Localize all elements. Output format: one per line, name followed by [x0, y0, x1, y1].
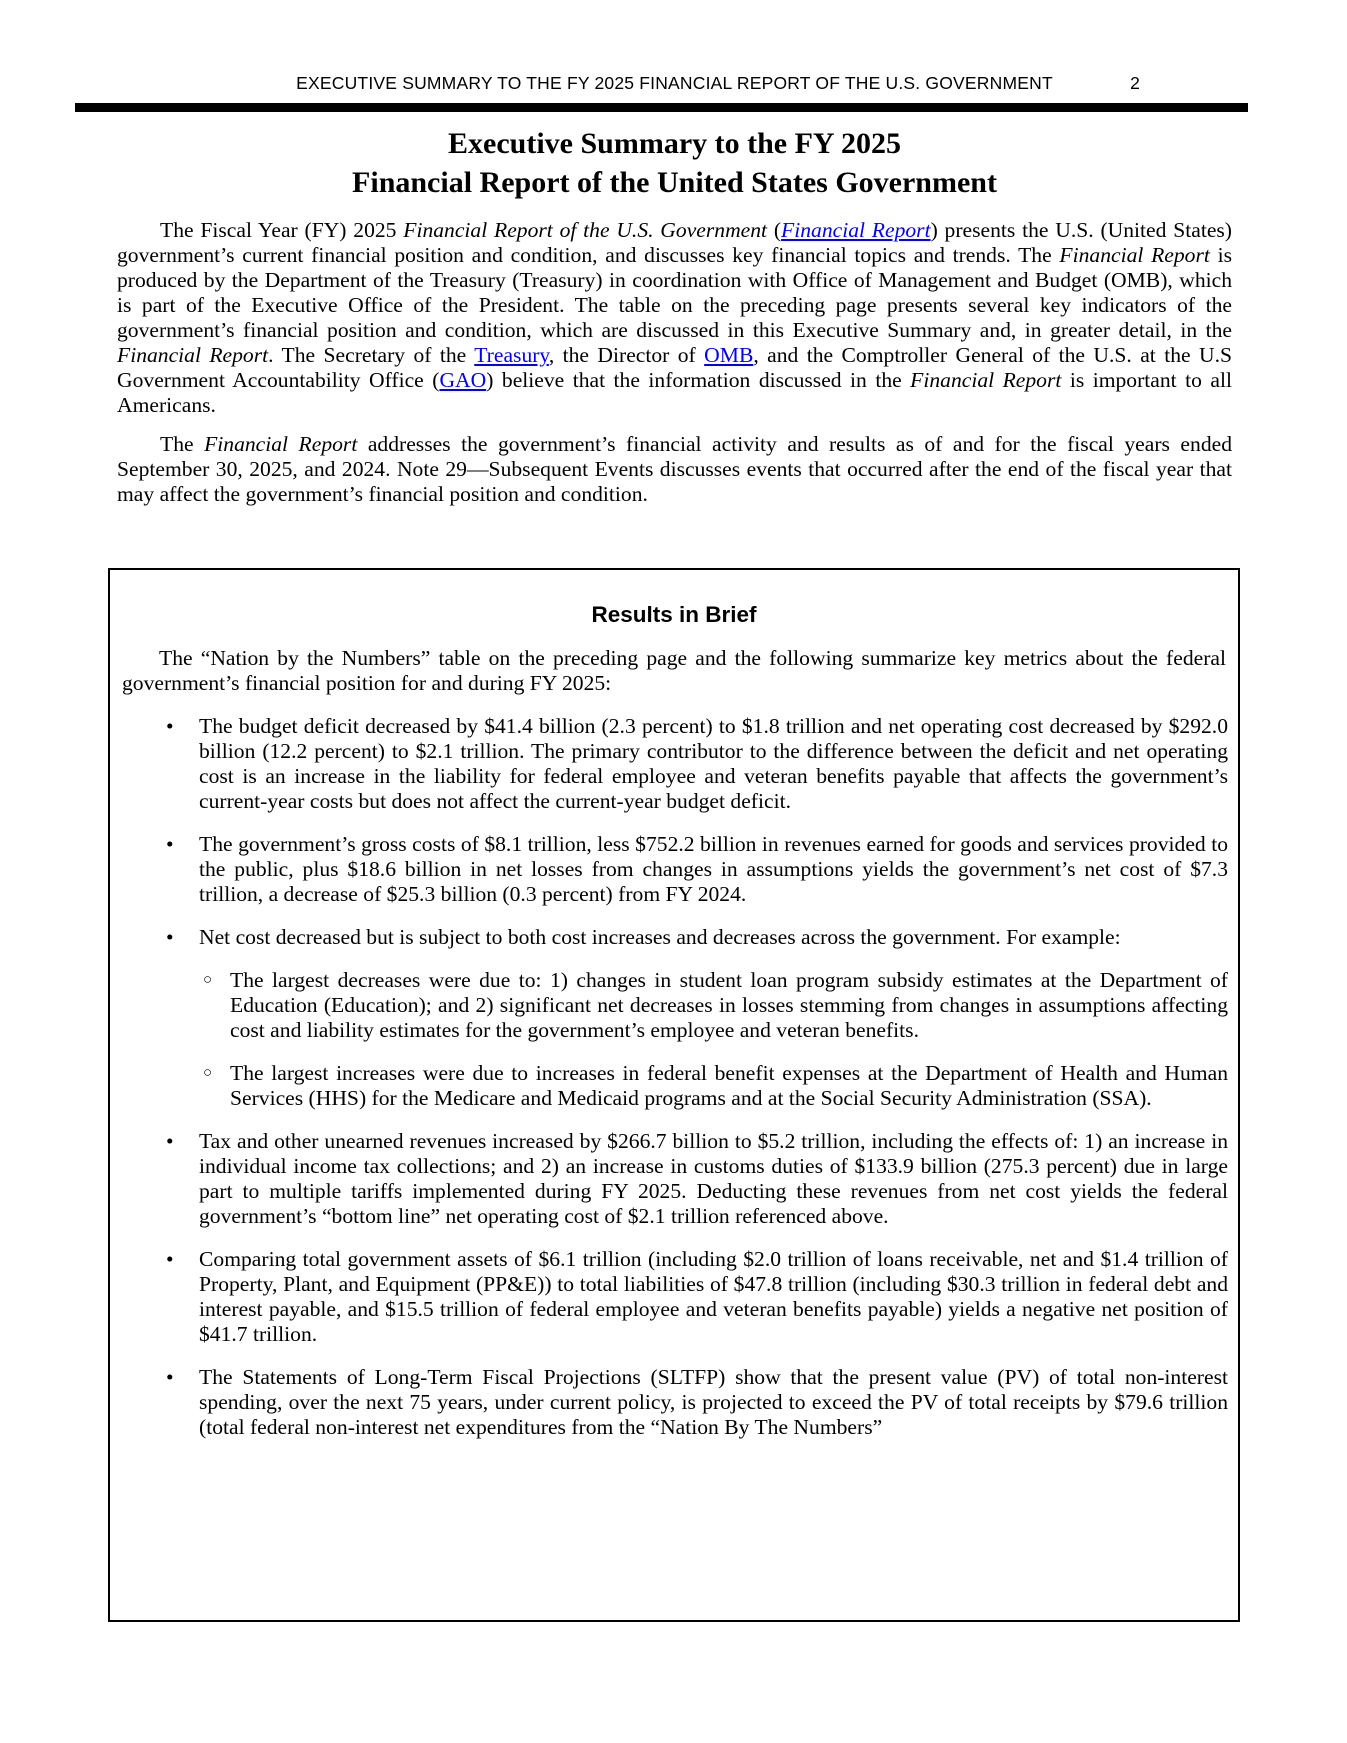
bullet-text: The largest increases were due to increases in federal benefit expenses at the Department of Health and Human Services (HHS) for the Medicare and Medicaid programs and at the Social Security Administration (SSA). [230, 1061, 1228, 1110]
text-run: ) believe that the information discussed in the [486, 368, 911, 392]
text-run: , the Director of [548, 343, 705, 367]
bullet-text: Tax and other unearned revenues increased by $266.7 billion to $5.2 trillion, including the effects of: 1) an increase in individual income tax collections; and 2) an increase in customs duties of $133.9 billion (275.3 percent) due in large part to multiple tariffs implemented during FY 2025. Deducting these revenues from net cost yields the federal government’s “bottom line” net operating cost of $2.1 trillion referenced above. [199, 1129, 1228, 1228]
text-run: ( [767, 218, 782, 242]
bullet-text: The government’s gross costs of $8.1 trillion, less $752.2 billion in revenues earned for goods and services provided to the public, plus $18.6 billion in net losses from changes in assumptions yields the government’s net cost of $7.3 trillion, a decrease of $25.3 billion (0.3 percent) from FY 2024. [199, 832, 1228, 906]
hyperlink[interactable]: OMB [704, 343, 754, 367]
bullet-text: The largest decreases were due to: 1) changes in student loan program subsidy estimates at the Department of Education (Education); and 2) significant net decreases in losses stemming from changes in assumptions affecting cost and liability estimates for the government’s employee and veteran benefits. [230, 968, 1228, 1042]
hyperlink[interactable]: Treasury [474, 343, 549, 367]
header-title: EXECUTIVE SUMMARY TO THE FY 2025 FINANCIAL REPORT OF THE U.S. GOVERNMENT [296, 73, 1053, 93]
body-text [117, 218, 1232, 521]
bullet-item [110, 1129, 1228, 1229]
text-run: , and the Comptroller General of the U.S. at the U.S Government Accountability Office ( [117, 343, 1232, 392]
document-title-line1: Executive Summary to the FY 2025 [448, 127, 901, 160]
bullet-item [110, 1365, 1228, 1440]
disc-bullet-icon: • [166, 714, 174, 738]
bullet-item [110, 925, 1228, 950]
disc-bullet-icon: • [166, 1247, 174, 1271]
results-in-brief-heading: Results in Brief [591, 602, 757, 627]
text-run: Financial Report [910, 368, 1062, 392]
bullet-text: The Statements of Long-Term Fiscal Projections (SLTFP) show that the present value (PV) of total non-interest spending, over the next 75 years, under current policy, is projected to exceed the PV of total receipts by $79.6 trillion (total federal non-interest net expenditures from the “Nation By The Numbers” [199, 1365, 1228, 1439]
text-run: is produced by the Department of the Treasury (Treasury) in coordination with Office of Management and Budget (OMB), which is part of the Executive Office of the President. The table on the preceding page presents several key indicators of the government’s financial position and condition, which are discussed in this Executive Summary and, in greater detail, in the [117, 243, 1232, 342]
bullet-text: The budget deficit decreased by $41.4 billion (2.3 percent) to $1.8 trillion and net operating cost decreased by $292.0 billion (12.2 percent) to $2.1 trillion. The primary contributor to the difference between the deficit and net operating cost is an increase in the liability for federal employee and veteran benefits payable that affects the government’s current-year costs but does not affect the current-year budget deficit. [199, 714, 1228, 813]
hyperlink[interactable]: GAO [439, 368, 487, 392]
text-run: ) presents the U.S. (United States) government’s current financial position and condition, and discusses key financial topics and trends. The [117, 218, 1232, 267]
intro-paragraph-2 [117, 432, 1232, 507]
text-run: Financial Report [204, 432, 358, 456]
text-run: addresses the government’s financial activity and results as of and for the fiscal years ended September 30, 2025, and 2024. Note 29—Subsequent Events discusses events that occurred after the end of the fiscal year that may affect the government’s financial position and condition. [117, 432, 1232, 506]
text-run: . The Secretary of the [268, 343, 475, 367]
bullet-item [110, 832, 1228, 907]
results-bullet-list [110, 714, 1238, 1440]
text-run: Financial Report [1059, 243, 1210, 267]
text-run: The [160, 432, 205, 456]
sub-bullet-item [110, 968, 1228, 1043]
disc-bullet-icon: • [166, 925, 174, 949]
page-number: 2 [1130, 73, 1140, 93]
hyperlink[interactable]: Financial Report [781, 218, 931, 242]
circle-bullet-icon: ○ [203, 972, 213, 988]
text-run: is important to all Americans. [117, 368, 1232, 417]
text-run: Financial Report of the U.S. Government [403, 218, 768, 242]
document-title-line2: Financial Report of the United States Government [352, 166, 997, 199]
page-header [117, 70, 1232, 96]
bullet-text: Comparing total government assets of $6.1 trillion (including $2.0 trillion of loans receivable, net and $1.4 trillion of Property, Plant, and Equipment (PP&E)) to total liabilities of $47.8 trillion (including $30.3 trillion in federal debt and interest payable, and $15.5 trillion of federal employee and veteran benefits payable) yields a negative net position of $41.7 trillion. [199, 1247, 1228, 1346]
sub-bullet-item [110, 1061, 1228, 1111]
header-rule [75, 103, 1248, 112]
disc-bullet-icon: • [166, 1129, 174, 1153]
disc-bullet-icon: • [166, 1365, 174, 1389]
disc-bullet-icon: • [166, 832, 174, 856]
text-run: The Fiscal Year (FY) 2025 [160, 218, 404, 242]
bullet-item [110, 1247, 1228, 1347]
intro-paragraph-1 [117, 218, 1232, 418]
circle-bullet-icon: ○ [203, 1065, 213, 1081]
bullet-item [110, 714, 1228, 814]
document-title [117, 124, 1232, 202]
bullet-text: Net cost decreased but is subject to both cost increases and decreases across the government. For example: [199, 925, 1121, 949]
text-run: Financial Report [117, 343, 269, 367]
results-in-brief-box [108, 568, 1240, 1622]
results-intro-text: The “Nation by the Numbers” table on the preceding page and the following summarize key metrics about the federal government’s financial position for and during FY 2025: [122, 646, 1226, 695]
